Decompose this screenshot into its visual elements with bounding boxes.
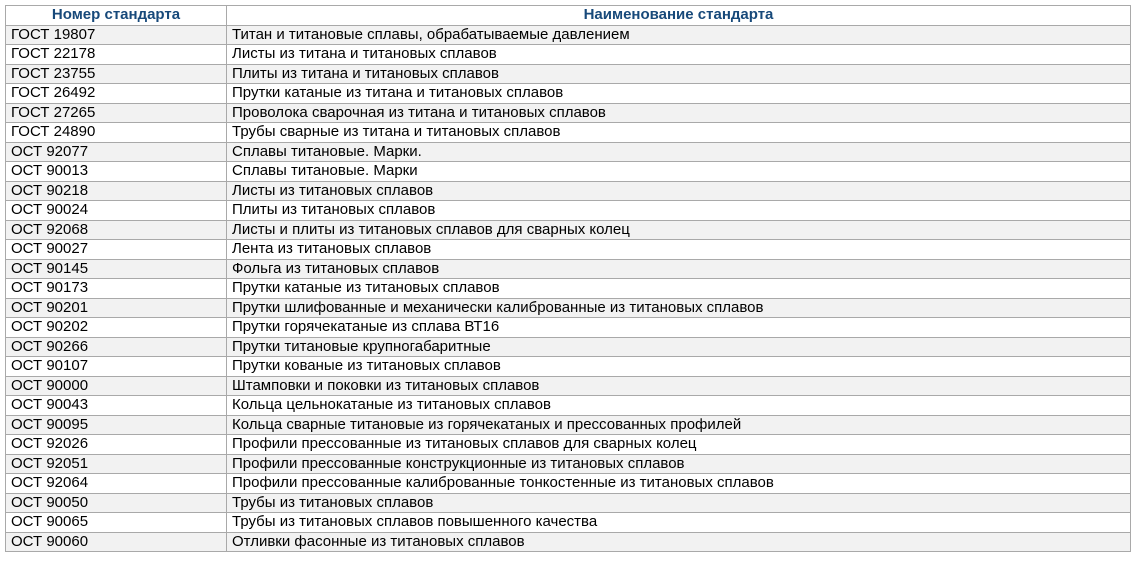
standard-number-cell: ОСТ 90050 (6, 493, 227, 513)
standard-number-cell: ОСТ 92068 (6, 220, 227, 240)
standard-name-cell: Прутки катаные из титановых сплавов (227, 279, 1131, 299)
table-row (6, 123, 1131, 143)
standard-number-cell: ГОСТ 26492 (6, 84, 227, 104)
table-row (6, 279, 1131, 299)
standard-name-cell: Плиты из титановых сплавов (227, 201, 1131, 221)
standard-number-cell: ОСТ 90013 (6, 162, 227, 182)
table-row (6, 103, 1131, 123)
table-row (6, 396, 1131, 416)
standard-name-cell: Отливки фасонные из титановых сплавов (227, 532, 1131, 552)
table-row (6, 259, 1131, 279)
standard-number-cell: ГОСТ 22178 (6, 45, 227, 65)
standard-name-cell: Титан и титановые сплавы, обрабатываемые давлением (227, 25, 1131, 45)
standard-name-cell: Профили прессованные из титановых сплавов для сварных колец (227, 435, 1131, 455)
table-row (6, 142, 1131, 162)
standard-name-cell: Прутки шлифованные и механически калиброванные из титановых сплавов (227, 298, 1131, 318)
standard-number-cell: ГОСТ 24890 (6, 123, 227, 143)
standard-name-cell: Кольца сварные титановые из горячекатаных и прессованных профилей (227, 415, 1131, 435)
standard-name-cell: Листы из титановых сплавов (227, 181, 1131, 201)
standard-number-cell: ОСТ 90060 (6, 532, 227, 552)
standard-number-cell: ОСТ 90000 (6, 376, 227, 396)
standard-number-cell: ОСТ 90218 (6, 181, 227, 201)
standard-number-cell: ОСТ 92064 (6, 474, 227, 494)
standard-number-cell: ОСТ 90145 (6, 259, 227, 279)
standard-number-cell: ОСТ 90095 (6, 415, 227, 435)
header-row (6, 6, 1131, 26)
standard-name-cell: Прутки горячекатаные из сплава ВТ16 (227, 318, 1131, 338)
standards-table (5, 5, 1131, 552)
table-row (6, 474, 1131, 494)
standard-name-cell: Листы из титана и титановых сплавов (227, 45, 1131, 65)
standard-number-cell: ОСТ 90266 (6, 337, 227, 357)
table-row (6, 240, 1131, 260)
table-row (6, 45, 1131, 65)
standard-number-cell: ОСТ 92077 (6, 142, 227, 162)
standard-name-cell: Плиты из титана и титановых сплавов (227, 64, 1131, 84)
standard-number-cell: ОСТ 92051 (6, 454, 227, 474)
table-row (6, 220, 1131, 240)
table-row (6, 357, 1131, 377)
table-body (6, 25, 1131, 552)
table-row (6, 493, 1131, 513)
standard-name-cell: Лента из титановых сплавов (227, 240, 1131, 260)
table-row (6, 532, 1131, 552)
standard-name-cell: Сплавы титановые. Марки. (227, 142, 1131, 162)
table-row (6, 435, 1131, 455)
standard-name-cell: Проволока сварочная из титана и титановых сплавов (227, 103, 1131, 123)
table-row (6, 337, 1131, 357)
standard-number-cell: ГОСТ 23755 (6, 64, 227, 84)
table-row (6, 513, 1131, 533)
header-number: Номер стандарта (6, 6, 227, 26)
standard-number-cell: ОСТ 90201 (6, 298, 227, 318)
standard-name-cell: Трубы из титановых сплавов повышенного качества (227, 513, 1131, 533)
table-row (6, 162, 1131, 182)
standard-number-cell: ГОСТ 27265 (6, 103, 227, 123)
standard-name-cell: Кольца цельнокатаные из титановых сплавов (227, 396, 1131, 416)
standard-number-cell: ОСТ 90107 (6, 357, 227, 377)
standard-name-cell: Прутки катаные из титана и титановых сплавов (227, 84, 1131, 104)
standard-name-cell: Профили прессованные конструкционные из титановых сплавов (227, 454, 1131, 474)
standard-name-cell: Профили прессованные калиброванные тонкостенные из титановых сплавов (227, 474, 1131, 494)
standard-number-cell: ОСТ 90027 (6, 240, 227, 260)
standard-name-cell: Штамповки и поковки из титановых сплавов (227, 376, 1131, 396)
table-row (6, 376, 1131, 396)
table-row (6, 25, 1131, 45)
table-header (6, 6, 1131, 26)
table-row (6, 201, 1131, 221)
standard-number-cell: ГОСТ 19807 (6, 25, 227, 45)
standard-number-cell: ОСТ 92026 (6, 435, 227, 455)
table-row (6, 298, 1131, 318)
table-row (6, 181, 1131, 201)
standard-name-cell: Фольга из титановых сплавов (227, 259, 1131, 279)
table-row (6, 454, 1131, 474)
standard-number-cell: ОСТ 90202 (6, 318, 227, 338)
standard-name-cell: Прутки кованые из титановых сплавов (227, 357, 1131, 377)
standard-number-cell: ОСТ 90043 (6, 396, 227, 416)
standard-name-cell: Сплавы титановые. Марки (227, 162, 1131, 182)
standard-name-cell: Трубы сварные из титана и титановых сплавов (227, 123, 1131, 143)
standard-number-cell: ОСТ 90065 (6, 513, 227, 533)
standard-name-cell: Трубы из титановых сплавов (227, 493, 1131, 513)
table-row (6, 318, 1131, 338)
standard-number-cell: ОСТ 90173 (6, 279, 227, 299)
table-row (6, 84, 1131, 104)
standard-number-cell: ОСТ 90024 (6, 201, 227, 221)
standard-name-cell: Прутки титановые крупногабаритные (227, 337, 1131, 357)
standard-name-cell: Листы и плиты из титановых сплавов для сварных колец (227, 220, 1131, 240)
header-name: Наименование стандарта (227, 6, 1131, 26)
table-row (6, 415, 1131, 435)
table-row (6, 64, 1131, 84)
